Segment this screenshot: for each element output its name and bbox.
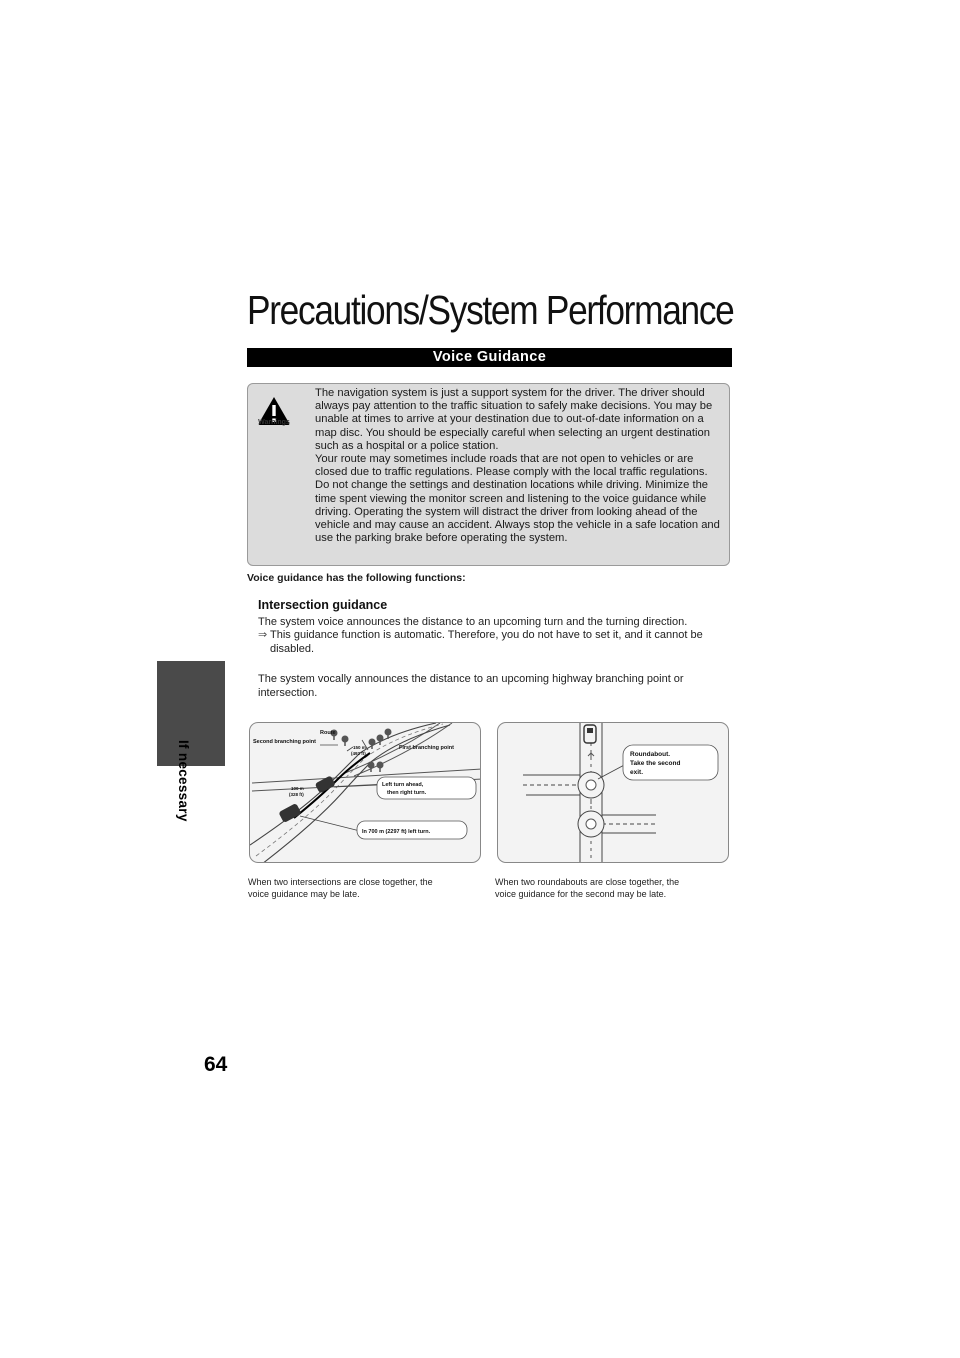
chapter-label: If necessary [176,740,191,822]
intro-text: Voice guidance has the following functions: [247,572,466,584]
intersection-guidance-description: The system voice announces the distance to an upcoming turn and the turning direction. [258,616,688,628]
callout-turn-line-1: Left turn ahead, [382,782,424,788]
section-heading: Voice Guidance [247,348,732,367]
intersection-guidance-heading: Intersection guidance [258,598,388,612]
branching-points-figure [249,722,481,863]
callout-roundabout-line-3: exit. [630,769,644,776]
warning-icon-label: Warnings [258,419,290,426]
warning-paragraph: Do not change the settings and destination locations while driving. Minimize the time spent viewing the monitor screen and listening to the voice guidance while driving. Operating the system will distract the driver from looking ahead of the vehicle and may cause an accident. Always stop the vehicle in a safe location and use the parking brake before operating the system. [315,479,720,545]
caption-line: voice guidance may be late. [248,889,360,899]
caption-line: When two intersections are close together, the [248,877,433,887]
arrow-icon: ⇒ [258,629,268,641]
callout-700m: In 700 m (2297 ft) left turn. [362,829,431,835]
callout-turn-line-2: then right turn. [387,790,427,796]
page-number: 64 [204,1053,228,1076]
left-figure-caption [248,876,433,900]
callout-roundabout-line-2: Take the second [630,760,681,767]
second-branching-label: Second branching point [253,739,316,745]
note-text: This guidance function is automatic. Therefore, you do not have to set it, and it cannot be disabled. [270,629,703,655]
automatic-note [258,629,730,656]
roundabouts-figure [497,722,729,863]
warning-text [315,387,723,545]
first-branching-label: First branching point [399,745,454,751]
caption-line: When two roundabouts are close together, the [495,877,680,887]
distance-150-ft-label: (492 ft) [351,751,366,756]
distance-100-label: 100 m [291,786,304,791]
route-label: Route [320,730,336,736]
warning-paragraph: Your route may sometimes include roads that are not open to vehicles or are closed due to traffic regulations. Please comply with the local traffic regulations. [315,453,708,479]
highway-guidance-text: The system vocally announces the distance to an upcoming highway branching point or intersection. [258,673,684,699]
callout-roundabout-line-1: Roundabout. [630,751,671,758]
right-figure-caption [495,876,679,900]
warning-paragraph: The navigation system is just a support system for the driver. The driver should always pay attention to the traffic situation to safely make decisions. You may be unable at times to arrive at your destination due to out-of-date information on a map disc. You should be especially careful when selecting an urgent destination such as a hospital or a police station. [315,387,713,452]
distance-100-ft-label: (328 ft) [289,792,304,797]
distance-150-label: 150 m [353,745,366,750]
caption-line: voice guidance for the second may be late. [495,889,667,899]
page-title: Precautions/System Performance [247,287,734,333]
